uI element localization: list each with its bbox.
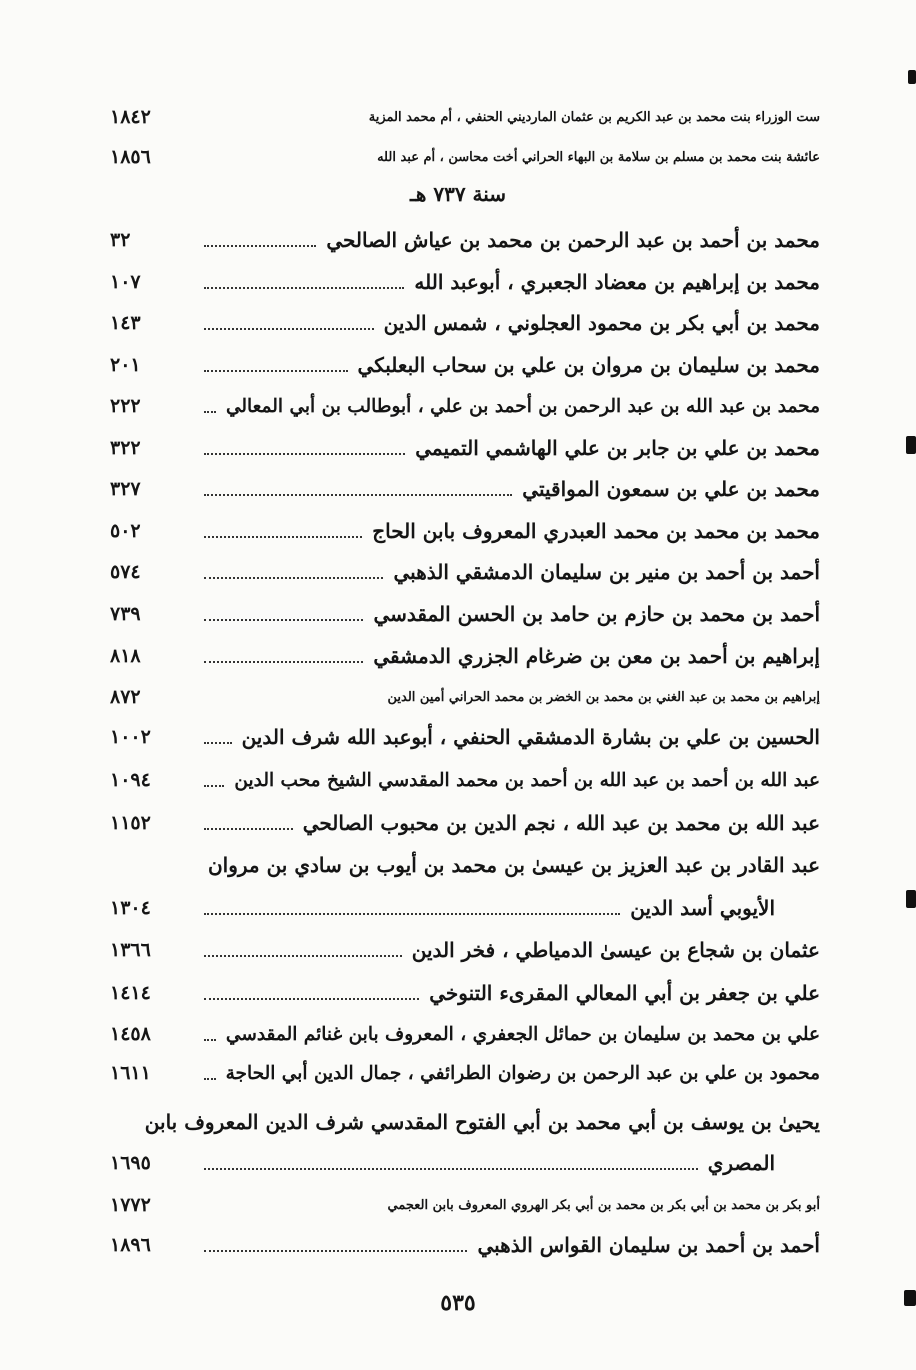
- scan-mark-top: [908, 70, 916, 84]
- entry-page: ١١٥٢: [110, 812, 151, 834]
- index-entry: [110, 262, 820, 302]
- index-entry: [110, 594, 820, 634]
- entry-name: ست الوزراء بنت محمد بن عبد الكريم بن عثمان المارديني الحنفي ، أم محمد المزية: [368, 109, 820, 125]
- entry-page: ٨٧٢: [110, 686, 141, 708]
- index-entry: [110, 636, 820, 676]
- index-entry: [110, 386, 820, 426]
- index-entry: [110, 303, 820, 343]
- index-entry: [110, 469, 820, 509]
- year-heading: سنة ٧٣٧ هـ: [409, 182, 507, 206]
- entry-first-line: عبد القادر بن عبد العزيز بن عيسىٰ بن محمد بن أيوب بن سادي بن مروان: [207, 853, 820, 877]
- entry-name: محمد بن إبراهيم بن معضاد الجعبري ، أبوعبد الله: [414, 270, 820, 294]
- entry-page: ٢٢٢: [110, 395, 141, 417]
- index-entry: [110, 760, 820, 800]
- dot-leader: [204, 328, 374, 330]
- index-entry: [110, 345, 820, 385]
- dot-leader: [204, 536, 362, 538]
- entry-page: ١٨٩٦: [110, 1234, 151, 1256]
- entry-page: ١٤١٤: [110, 982, 151, 1004]
- entry-page: ٣٢: [110, 229, 131, 251]
- scan-mark-middle: [906, 436, 916, 454]
- entry-page: ٥٧٤: [110, 561, 141, 583]
- entry-page: ١٠٩٤: [110, 769, 151, 791]
- index-entry: [110, 677, 820, 717]
- index-entry: [110, 973, 820, 1013]
- entry-name: إبراهيم بن أحمد بن معن بن ضرغام الجزري الدمشقي: [373, 644, 820, 668]
- entry-name: عائشة بنت محمد بن مسلم بن سلامة بن البهاء الحراني أخت محاسن ، أم عبد الله: [377, 149, 820, 165]
- dot-leader: [204, 577, 383, 579]
- entry-page: ١٤٣: [110, 312, 141, 334]
- dot-leader: [204, 1039, 216, 1041]
- index-entry: [110, 1185, 820, 1225]
- index-entry: [110, 428, 820, 468]
- dot-leader: [204, 494, 512, 496]
- entry-page: ٢٠١: [110, 354, 141, 376]
- entry-page: ١٣٦٦: [110, 939, 151, 961]
- entry-page: ١٦٩٥: [110, 1152, 151, 1174]
- dot-leader: [204, 287, 404, 289]
- entry-name: أحمد بن أحمد بن منير بن سليمان الدمشقي الذهبي: [393, 560, 820, 584]
- index-entry: [110, 930, 820, 970]
- entry-name: محمد بن محمد بن محمد العبدري المعروف بابن الحاج: [372, 519, 820, 543]
- entry-name: الحسين بن علي بن بشارة الدمشقي الحنفي ، أبوعبد الله شرف الدين: [241, 725, 820, 749]
- dot-leader: [204, 245, 316, 247]
- dot-leader: [204, 998, 419, 1000]
- dot-leader: [204, 411, 216, 413]
- dot-leader: [204, 742, 232, 744]
- index-entry: [110, 1053, 820, 1093]
- index-entry: [110, 220, 820, 260]
- entry-page: ١٨٥٦: [110, 146, 151, 168]
- dot-leader: [204, 828, 293, 830]
- entry-page: ٨١٨: [110, 645, 141, 667]
- index-entry: [110, 1143, 820, 1183]
- entry-name: محمد بن علي بن سمعون المواقيتي: [522, 477, 820, 501]
- entry-name: إبراهيم بن محمد بن عبد الغني بن محمد بن الخضر بن محمد الحراني أمين الدين: [387, 689, 820, 705]
- dot-leader: [204, 1250, 467, 1252]
- entry-name: الأيوبي أسد الدين: [630, 896, 775, 920]
- entry-name: محمود بن علي بن عبد الرحمن بن رضوان الطرائفي ، جمال الدين أبي الحاجة: [225, 1062, 820, 1084]
- entry-page: ١٣٠٤: [110, 897, 151, 919]
- entry-page: ٣٢٧: [110, 478, 141, 500]
- index-entry: [110, 888, 820, 928]
- entry-name: محمد بن علي بن جابر بن علي الهاشمي التميمي: [415, 436, 820, 460]
- entry-name: أحمد بن أحمد بن سليمان القواس الذهبي: [477, 1233, 820, 1257]
- dot-leader: [204, 913, 620, 915]
- entry-name: أبو بكر بن محمد بن أبي بكر بن محمد بن أبي بكر الهروي المعروف بابن العجمي: [387, 1197, 820, 1213]
- entry-page: ١٠٧: [110, 271, 141, 293]
- dot-leader: [204, 955, 402, 957]
- entry-name: المصري: [707, 1151, 775, 1175]
- dot-leader: [204, 785, 224, 787]
- entry-first-line: يحيىٰ بن يوسف بن أبي محمد بن أبي الفتوح المقدسي شرف الدين المعروف بابن: [144, 1110, 820, 1134]
- dot-leader: [204, 453, 405, 455]
- entry-name: محمد بن عبد الله بن عبد الرحمن بن أحمد بن علي ، أبوطالب بن أبي المعالي: [225, 395, 820, 417]
- entry-page: ١٧٧٢: [110, 1194, 151, 1216]
- index-entry: [110, 552, 820, 592]
- index-entry: [110, 717, 820, 757]
- dot-leader: [204, 1168, 698, 1170]
- dot-leader: [204, 661, 363, 663]
- index-entry: [110, 97, 820, 137]
- entry-name: عبد الله بن أحمد بن عبد الله بن أحمد بن محمد المقدسي الشيخ محب الدين: [234, 769, 820, 791]
- entry-page: ١٨٤٢: [110, 106, 151, 128]
- entry-name: محمد بن سليمان بن مروان بن علي بن سحاب البعلبكي: [357, 353, 820, 377]
- index-entry: [110, 1014, 820, 1054]
- entry-page: ١٤٥٨: [110, 1023, 151, 1045]
- entry-name: علي بن جعفر بن أبي المعالي المقرىء التنوخي: [429, 981, 820, 1005]
- index-entry: [110, 1225, 820, 1265]
- scan-mark-lower: [906, 890, 916, 908]
- entry-name: عثمان بن شجاع بن عيسىٰ الدمياطي ، فخر الدين: [411, 938, 820, 962]
- index-entry: [110, 137, 820, 177]
- entry-page: ٧٣٩: [110, 603, 141, 625]
- entry-name: أحمد بن محمد بن حازم بن حامد بن الحسن المقدسي: [373, 602, 820, 626]
- dot-leader: [204, 1078, 216, 1080]
- entry-name: محمد بن أبي بكر بن محمود العجلوني ، شمس الدين: [383, 311, 820, 335]
- entry-page: ٣٢٢: [110, 437, 141, 459]
- dot-leader: [204, 370, 348, 372]
- dot-leader: [204, 619, 363, 621]
- entry-name: علي بن محمد بن سليمان بن حمائل الجعفري ، المعروف بابن غنائم المقدسي: [225, 1023, 820, 1045]
- entry-page: ٥٠٢: [110, 520, 141, 542]
- index-entry: [110, 803, 820, 843]
- entry-page: ١٠٠٢: [110, 726, 151, 748]
- entry-page: ١٦١١: [110, 1062, 151, 1084]
- index-entry: [110, 511, 820, 551]
- entry-name: عبد الله بن محمد بن عبد الله ، نجم الدين بن محبوب الصالحي: [302, 811, 820, 835]
- entry-name: محمد بن أحمد بن عبد الرحمن بن محمد بن عياش الصالحي: [326, 228, 820, 252]
- page-number: ٥٣٥: [440, 1290, 476, 1316]
